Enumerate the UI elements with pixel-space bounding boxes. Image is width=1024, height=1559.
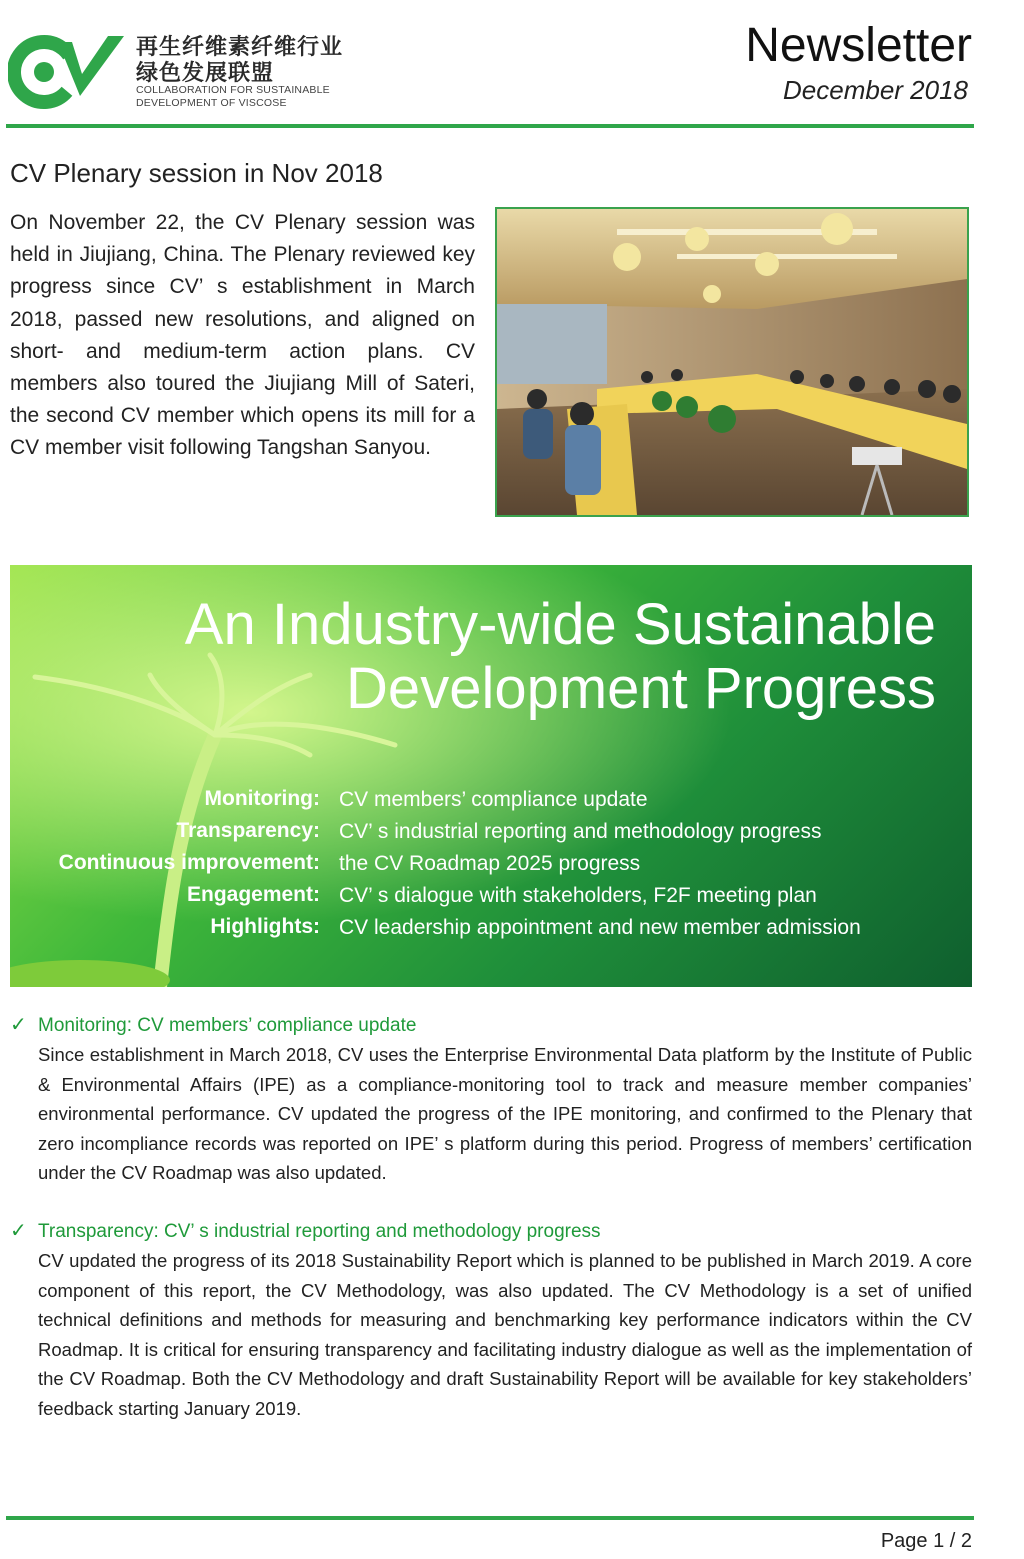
monitoring-body: Since establishment in March 2018, CV uses the Enterprise Environmental Data platform by the Institute of Public & Environmental Affairs (IPE) as a compliance-monitoring tool to track and measure member companies’ environmental performance. CV updated the progress of the IPE monitoring, and confirmed to the Plenary that zero incompliance records was reported on IPE’ s platform during this period. Progress of members’ certification under the CV Roadmap was also updated.	[38, 1044, 972, 1183]
topic-label: Engagement:	[186, 883, 320, 906]
monitoring-heading	[10, 1012, 416, 1037]
banner-topic-row	[10, 915, 972, 947]
progress-banner	[10, 565, 972, 987]
plenary-title: CV Plenary session in Nov 2018	[10, 158, 383, 188]
topic-label: Transparency:	[176, 819, 320, 842]
monitoring-heading-text: Monitoring: CV members’ compliance update	[38, 1015, 417, 1036]
banner-title-line2: Development Progress	[346, 656, 936, 721]
newsletter-date: December 2018	[783, 75, 968, 105]
logo-english-line2: DEVELOPMENT OF VISCOSE	[136, 97, 287, 109]
cv-logo-icon	[8, 30, 126, 110]
checkmark-icon: ✓	[10, 1014, 27, 1036]
newsletter-header	[0, 0, 1024, 130]
topic-text: CV’ s industrial reporting and methodology progress	[339, 820, 822, 843]
transparency-body: CV updated the progress of its 2018 Sustainability Report which is planned to be published in March 2019. A core component of this report, the CV Methodology, was also updated. The CV Methodology is a set of unified technical definitions and methods for measuring and benchmarking key performance indicators within the CV Roadmap. It is critical for ensuring transparency and facilitating industry dialogue as well as the implementation of the CV Roadmap. Both the CV Methodology and draft Sustainability Report will be available for key stakeholders’ feedback starting January 2019.	[38, 1250, 972, 1419]
topic-label: Monitoring:	[204, 787, 320, 810]
header-divider	[6, 124, 974, 128]
logo-chinese-line1: 再生纤维素纤维行业	[136, 35, 344, 60]
plenary-body: On November 22, the CV Plenary session was held in Jiujiang, China. The Plenary reviewed key progress since CV’ s establishment in March 2018, passed new resolutions, and aligned on short- and medium-term action plans. CV members also toured the Jiujiang Mill of Sateri, the second CV member which opens its mill for a CV member visit following Tangshan Sanyou.	[10, 211, 475, 460]
footer-divider	[6, 1516, 974, 1520]
banner-topic-row	[10, 883, 972, 915]
banner-topic-list	[10, 787, 972, 947]
banner-title-line1: An Industry-wide Sustainable	[184, 592, 936, 657]
newsletter-title: Newsletter	[745, 19, 972, 72]
topic-label: Highlights:	[210, 915, 320, 938]
logo-english-line1: COLLABORATION FOR SUSTAINABLE	[136, 84, 330, 96]
transparency-heading-text: Transparency: CV’ s industrial reporting and methodology progress	[38, 1221, 601, 1242]
banner-topic-row	[10, 819, 972, 851]
topic-text: CV’ s dialogue with stakeholders, F2F meeting plan	[339, 884, 817, 907]
topic-label: Continuous improvement:	[58, 851, 320, 874]
banner-topic-row	[10, 851, 972, 883]
topic-text: CV members’ compliance update	[339, 788, 648, 811]
checkmark-icon: ✓	[10, 1220, 27, 1242]
topic-text: CV leadership appointment and new member admission	[339, 916, 861, 939]
logo-chinese-line2: 绿色发展联盟	[136, 61, 275, 86]
page-number: Page 1 / 2	[880, 1530, 972, 1552]
topic-text: the CV Roadmap 2025 progress	[339, 852, 641, 875]
plenary-meeting-photo	[495, 207, 969, 517]
transparency-heading	[10, 1218, 601, 1243]
banner-topic-row	[10, 787, 972, 819]
